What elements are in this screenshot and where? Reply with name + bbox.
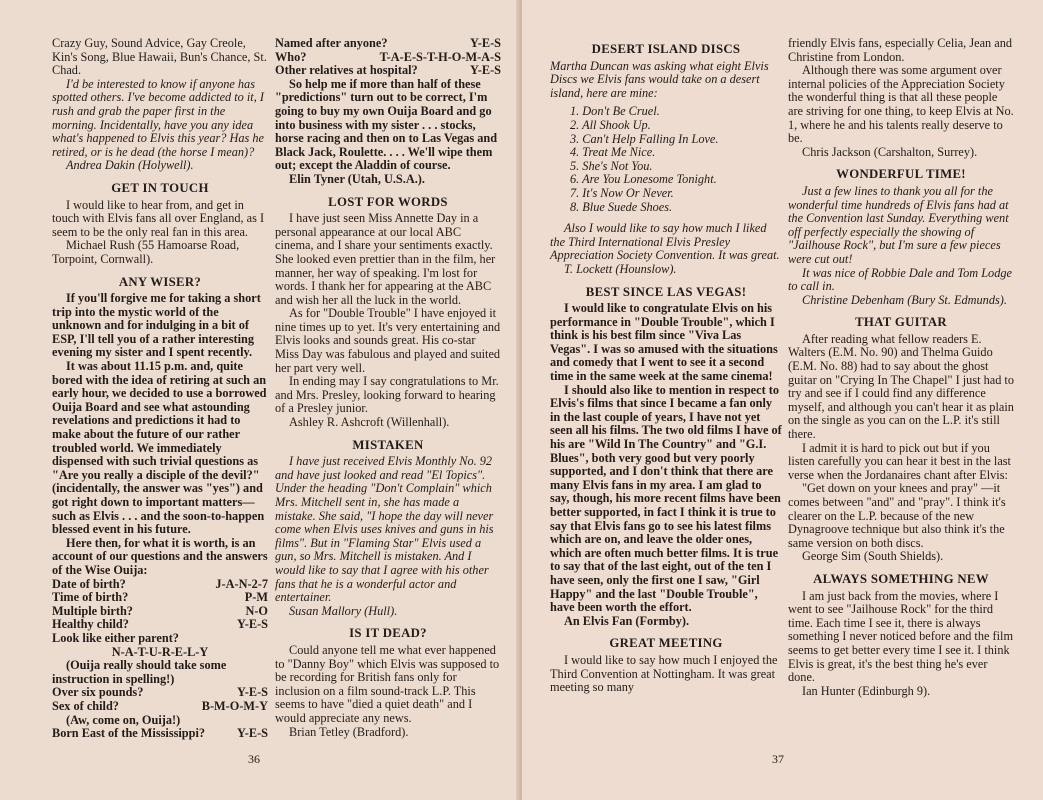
signature: Ian Hunter (Edinburgh 9). xyxy=(802,683,931,698)
column-4 xyxy=(788,37,1014,698)
qa-row xyxy=(52,591,268,605)
answer: Y-E-S xyxy=(470,63,501,78)
list-item: 2. All Shook Up. xyxy=(570,117,651,132)
answer: Y-E-S xyxy=(237,726,268,741)
section-heading: DESERT ISLAND DISCS xyxy=(591,42,741,56)
section-heading: IS IT DEAD? xyxy=(349,626,427,641)
qa-row xyxy=(52,700,268,714)
qa-row xyxy=(52,727,268,741)
qa-row xyxy=(275,51,501,65)
list-item: 7. It's Now Or Never. xyxy=(570,185,674,200)
signature: Susan Mallory (Hull). xyxy=(289,603,398,618)
letter-body: Could anyone tell me what ever happened to "Danny Boy" which Elvis was supposed to be recording for British fans only for inclusion on a film sound-track L.P. This seems to have "died a quiet death" and I would appreciate any news. xyxy=(275,642,500,725)
answer: Y-E-S xyxy=(237,617,268,632)
question: Born East of the Mississippi? xyxy=(52,726,206,741)
aside-note: (Aw, come on, Ouija!) xyxy=(66,712,181,727)
question: Named after anyone? xyxy=(275,36,388,50)
answer: B-M-O-M-Y xyxy=(201,698,268,713)
section-heading: GET IN TOUCH xyxy=(111,180,209,195)
letter-body: I have just seen Miss Annette Day in a personal appearance at our local ABC cinema, and I share your sentiments exactly. She looked even prettier than in the film, her manner, her way of speaking. I'm lost for words. I thank her for appearing at the ABC and wish her all the luck in the world. xyxy=(275,211,496,307)
question: Multiple birth? xyxy=(52,603,133,618)
question: Other relatives at hospital? xyxy=(275,63,418,78)
answer: N-O xyxy=(245,603,268,618)
answer: J-A-N-2-7 xyxy=(215,576,268,591)
section-heading: ANY WISER? xyxy=(118,274,202,289)
letter-body: Martha Duncan was asking what eight Elvis Discs we Elvis fans would take on a desert island, here are mine: xyxy=(550,58,769,100)
disc-list xyxy=(570,105,782,214)
question: Who? xyxy=(275,49,307,64)
section-heading: GREAT MEETING xyxy=(609,636,723,651)
right-page xyxy=(522,0,1043,800)
left-page xyxy=(0,0,520,800)
qa-row xyxy=(52,618,268,632)
letter-body: "Get down on your knees and pray" —it comes between "and" and "pray". I think it's clearer on the L.P. because of the new Dynagroove technique but also think it's the same version on both discs. xyxy=(788,481,1006,550)
letter-body: I would like to say how much I enjoyed the Third Convention at Nottingham. It was great meeting so many xyxy=(550,652,778,695)
section-heading: BEST SINCE LAS VEGAS! xyxy=(585,284,747,299)
answer: N-A-T-U-R-E-L-Y xyxy=(111,644,209,659)
letter-body: It was about 11.15 p.m. and, quite bored with the idea of retiring at such an early hour, we decided to use a borrowed Ouija Board and see what astounding revelations and predictions it had to make about the future of our rather troubled world. We immediately dispensed with such trivial questions as "Are you really a disciple of the devil?" (incidentally, the answer was "yes") and got right down to important matters—such as Elvis . . . and the soon-to-happen blessed event in his future. xyxy=(52,359,267,537)
page-number: 36 xyxy=(248,752,260,766)
signature: Chris Jackson (Carshalton, Surrey). xyxy=(802,144,978,159)
list-item: 6. Are You Lonesome Tonight. xyxy=(570,172,717,187)
section-heading: MISTAKEN xyxy=(352,437,424,452)
letter-body: Also I would like to say how much I liked the Third International Elvis Presley Appreciation Society Convention. It was great. xyxy=(550,221,780,263)
letter-body: I should also like to mention in respect to Elvis's films that since I became a fan only in the last couple of years, I have not yet seen all his films. The two old films I have of his are "Wild In The Country" and "G.I. Blues", both very good but very poorly supported, and I don't think that there are many Elvis fans in my area. I am glad to say, though, his more recent films have been better supported, in fact I think it is true to say that Elvis fans go to see his latest films which are on, and leave the older ones, which are often much better films. It is true to say that of the last eight, out of the ten I have seen, only the first one I saw, "Girl Happy" and the last "Double Trouble", have been worth the effort. xyxy=(550,382,782,615)
signature: Ashley R. Ashcroft (Willenhall). xyxy=(289,415,450,430)
signature: Michael Rush (55 Hamoarse Road, Torpoint, Cornwall). xyxy=(52,238,240,266)
list-item: 8. Blue Suede Shoes. xyxy=(570,199,673,214)
column-1 xyxy=(52,37,268,741)
question: Look like either parent? xyxy=(52,630,179,645)
letter-body: friendly Elvis fans, especially Celia, Jean and Christine from London. xyxy=(788,36,1013,64)
qa-row xyxy=(52,632,268,646)
question: Sex of child? xyxy=(52,698,119,713)
list-item: 3. Can't Help Falling In Love. xyxy=(570,131,719,146)
column-2 xyxy=(275,37,501,739)
letter-body: I admit it is hard to pick out but if you listen carefully you can hear it best in the last verse when the Jordanaires chant after Elvis: xyxy=(788,440,1011,482)
letter-body: If you'll forgive me for taking a short trip into the mystic world of the unknown and for indulging in a bit of ESP, I'll tell you of a rather interesting evening my sister and I spent recently. xyxy=(52,291,261,360)
page-number: 37 xyxy=(772,752,784,766)
section-heading: ALWAYS SOMETHING NEW xyxy=(813,571,989,586)
question: Time of birth? xyxy=(52,590,129,605)
question: Date of birth? xyxy=(52,576,126,591)
qa-row xyxy=(275,64,501,78)
letter-body: Just a few lines to thank you all for the wonderful time hundreds of Elvis fans had at the Convention last Sunday. Everything went off perfectly especially the showing of "Jailhouse Rock", but I'm sure a few pieces were cut out! xyxy=(788,183,1009,266)
list-item: 5. She's Not You. xyxy=(570,158,653,173)
intro-italic: I'd be interested to know if anyone has spotted others. I've become addicted to it, I rush and grab the paper first in the morning. Incidentally, have you any idea what's happened to Elvis this year? Has he retired, or is he dead (the horse I mean)? xyxy=(52,76,264,159)
letter-body: After reading what fellow readers E. Walters (E.M. No. 90) and Thelma Guido (E.M. No. 88) had to say about the ghost guitar on "Crying In The Chapel" I just had to try and see if I could find any difference myself, and although you can't hear it as plain on the single as you can on the L.P. it's still there. xyxy=(788,331,1014,442)
section-heading: LOST FOR WORDS xyxy=(328,194,448,209)
answer: Y-E-S xyxy=(237,685,268,700)
letter-body: It was nice of Robbie Dale and Tom Lodge to call in. xyxy=(788,265,1012,294)
letter-body: Here then, for what it is worth, is an account of our questions and the answers of the Wise Ouija: xyxy=(52,535,268,577)
aside-note: (Ouija really should take some instruction in spelling!) xyxy=(52,658,227,686)
answer: P-M xyxy=(244,590,268,605)
qa-row xyxy=(52,686,268,700)
list-item: 1. Don't Be Cruel. xyxy=(570,104,660,119)
letter-body: I am just back from the movies, where I went to see "Jailhouse Rock" for the third time. Each time I see it, there is always something I never noticed before and the film seems to get better every time I see it. I think Elvis is great, it's the best thing he's ever done. xyxy=(788,588,1014,685)
column-3 xyxy=(550,37,782,695)
list-item: 4. Treat Me Nice. xyxy=(570,145,656,160)
section-heading: THAT GUITAR xyxy=(855,315,947,330)
question: Over six pounds? xyxy=(52,685,144,700)
signature: Elin Tyner (Utah, U.S.A.). xyxy=(289,171,425,186)
signature: George Sim (South Shields). xyxy=(802,549,944,564)
signature: T. Lockett (Hounslow). xyxy=(564,261,677,276)
qa-answer xyxy=(52,646,268,660)
question: Healthy child? xyxy=(52,617,129,632)
answer: Y-E-S xyxy=(470,36,501,50)
signature: Christine Debenham (Bury St. Edmunds). xyxy=(802,292,1007,307)
letter-body: I have just received Elvis Monthly No. 92 and have just looked and read "El Topics". Under the heading "Don't Complain" which Mrs. Mitchell sent in, she has made a mistake. She said, "I hope the day will never come when Elvis uses knives and guns in his films". But in "Flaming Star" Elvis used a gun, so Mrs. Mitchell is mistaken. And I would like to say that I agree with his other fans that he is a wonderful actor and entertainer. xyxy=(275,454,494,605)
qa-row xyxy=(52,578,268,592)
letter-body: I would like to congratulate Elvis on his performance in "Double Trouble", which I think is his best film since "Viva Las Vegas". I was so amused with the situations and comedy that I went to see it a second time in the same week at the same cinema! xyxy=(550,301,778,384)
answer: T-A-E-S-T-H-O-M-A-S xyxy=(379,49,501,64)
section-heading: WONDERFUL TIME! xyxy=(836,167,966,182)
signature: Brian Tetley (Bradford). xyxy=(289,724,409,739)
letter-body: I would like to hear from, and get in touch with Elvis fans all over England, as I seem to be the only real fan in this area. xyxy=(52,197,265,239)
letter-body: Although there was some argument over internal policies of the Appreciation Society the wonderful thing is that all these people are striving for one thing, to keep Elvis at No. 1, where he and his talents really deserve to be. xyxy=(788,63,1014,146)
qa-row xyxy=(275,37,501,51)
intro-text: Crazy Guy, Sound Advice, Gay Creole, Kin's Song, Blue Hawaii, Bun's Chance, St. Chad. xyxy=(52,36,267,78)
signature: Andrea Dakin (Holywell). xyxy=(66,158,194,173)
letter-body: As for "Double Trouble" I have enjoyed it nine times up to yet. It's very entertaining and Elvis looks and sounds great. His co-star Miss Day was fabulous and played and suited her part very well. xyxy=(275,306,501,375)
qa-row xyxy=(52,605,268,619)
letter-body: So help me if more than half of these "predictions" turn out to be correct, I'm going to buy my own Ouija Board and go into business with my sister . . . stocks, horse racing and then on to Las Vegas and Black Jack, Roulette. . . . We'll wipe them out; except the Aladdin of course. xyxy=(275,76,498,173)
letter-body: In ending may I say congratulations to Mr. and Mrs. Presley, looking forward to hearing of a Presley junior. xyxy=(275,374,499,416)
signature: An Elvis Fan (Formby). xyxy=(564,613,690,628)
